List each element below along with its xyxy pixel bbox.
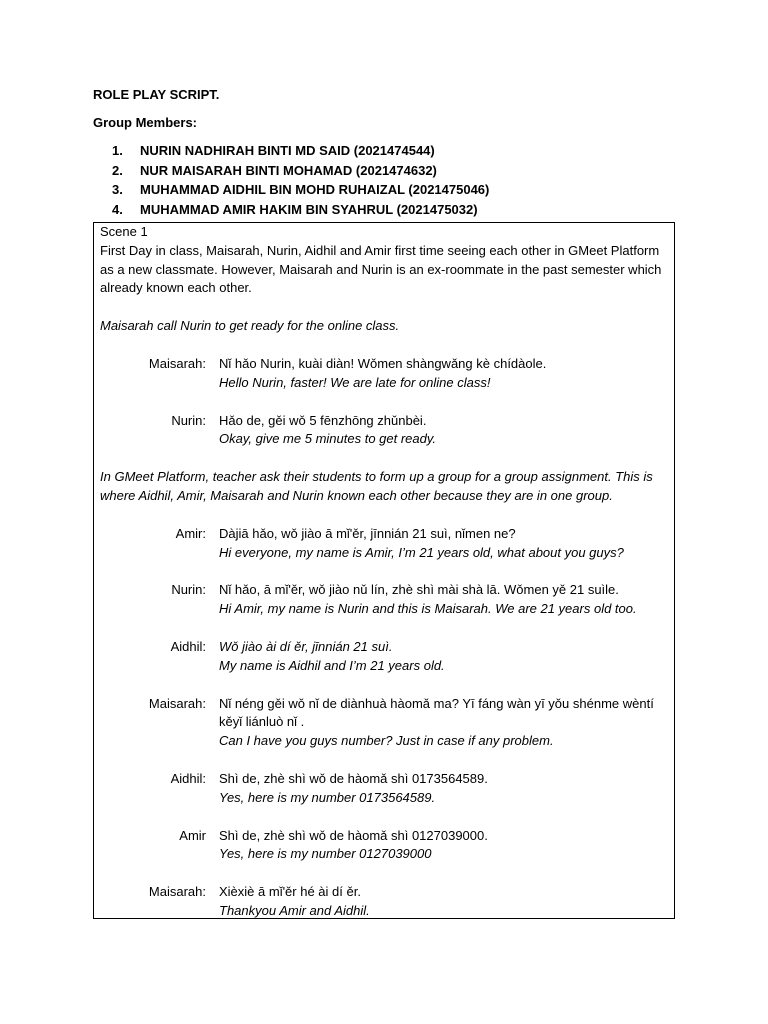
member-number: 3. xyxy=(112,182,123,197)
scene-label: Scene 1 xyxy=(100,224,148,239)
member-name: NUR MAISARAH BINTI MOHAMAD (2021474632) xyxy=(140,162,437,178)
member-item xyxy=(112,180,489,200)
dialogue-translation: Thankyou Amir and Aidhil. xyxy=(219,902,370,918)
members-heading: Group Members: xyxy=(93,115,198,130)
dialogue-line: Dàjiā hǎo, wǒ jiào ā mǐ'ěr, jīnnián 21 suì, nǐmen ne? xyxy=(219,525,516,541)
dialogue-translation: My name is Aidhil and I’m 21 years old. xyxy=(219,657,445,673)
speaker-name: Amir xyxy=(179,827,206,843)
dialogue-block xyxy=(100,827,668,865)
member-item xyxy=(112,141,489,161)
speaker-name: Maisarah: xyxy=(148,884,206,900)
dialogue-line: Nǐ hǎo, ā mǐ'ěr, wǒ jiào nǔ lín, zhè shì mài shà lā. Wǒmen yě 21 suìle. xyxy=(219,582,619,598)
member-item xyxy=(112,161,489,181)
script-box xyxy=(93,222,675,919)
dialogue-block xyxy=(100,355,668,393)
dialogue-line: Xièxiè ā mǐ'ěr hé ài dí ěr. xyxy=(219,884,361,900)
member-name: MUHAMMAD AIDHIL BIN MOHD RUHAIZAL (2021475046) xyxy=(140,182,490,197)
dialogue-block xyxy=(100,770,668,808)
dialogue-line: Shì de, zhè shì wǒ de hàomǎ shì 0127039000. xyxy=(219,827,488,843)
dialogue-translation: Hello Nurin, faster! We are late for online class! xyxy=(219,374,491,390)
dialogue-translation: Hi Amir, my name is Nurin and this is Maisarah. We are 21 years old too. xyxy=(219,601,637,617)
dialogue-block xyxy=(100,581,668,619)
dialogue-translation: Can I have you guys number? Just in case if any problem. xyxy=(219,733,554,749)
member-number: 4. xyxy=(112,201,123,217)
dialogue-block xyxy=(100,638,668,676)
member-name: MUHAMMAD AMIR HAKIM BIN SYAHRUL (2021475032) xyxy=(140,201,478,217)
speaker-name: Maisarah: xyxy=(148,355,206,371)
member-number: 1. xyxy=(112,143,123,158)
dialogue-block xyxy=(100,695,668,751)
speaker-name: Aidhil: xyxy=(170,638,206,654)
dialogue-line: Hǎo de, gěi wǒ 5 fēnzhōng zhǔnbèi. xyxy=(219,412,427,428)
speaker-name: Aidhil: xyxy=(170,770,206,786)
stage-direction: Maisarah call Nurin to get ready for the online class. xyxy=(100,318,400,334)
dialogue-block xyxy=(100,883,668,921)
dialogue-line: Nǐ hǎo Nurin, kuài diàn! Wǒmen shàngwǎng kè chídàole. xyxy=(219,355,547,371)
dialogue-line: Shì de, zhè shì wǒ de hàomǎ shì 0173564589. xyxy=(219,770,488,786)
dialogue-line: Nǐ néng gěi wǒ nǐ de diànhuà hàomǎ ma? Yī fáng wàn yī yǒu shénme wèntí kěyǐ liánluò nǐ . xyxy=(219,695,654,730)
dialogue-translation: Yes, here is my number 0173564589. xyxy=(219,789,436,805)
speaker-name: Maisarah: xyxy=(148,695,206,711)
dialogue-translation: Okay, give me 5 minutes to get ready. xyxy=(219,431,437,447)
members-list xyxy=(112,141,489,219)
stage-direction: In GMeet Platform, teacher ask their students to form up a group for a group assignment. This is where Aidhil, Amir, Maisarah and Nurin known each other because they are in one group. xyxy=(100,469,653,503)
member-name: NURIN NADHIRAH BINTI MD SAID (2021474544) xyxy=(140,143,435,158)
speaker-name: Nurin: xyxy=(171,582,206,598)
member-item xyxy=(112,200,489,220)
dialogue-block xyxy=(100,525,668,563)
speaker-name: Nurin: xyxy=(171,412,206,428)
scene-intro: First Day in class, Maisarah, Nurin, Aidhil and Amir first time seeing each other in GMeet Platform as a new classmate. However, Maisarah and Nurin is an ex-roommate in the past semester which already known each other. xyxy=(100,242,662,296)
member-number: 2. xyxy=(112,162,123,178)
dialogue-block xyxy=(100,412,668,450)
document-title: ROLE PLAY SCRIPT. xyxy=(93,87,220,102)
dialogue-translation: Hi everyone, my name is Amir, I’m 21 years old, what about you guys? xyxy=(219,544,624,560)
dialogue-line: Wǒ jiào ài dí ěr, jīnnián 21 suì. xyxy=(219,638,393,654)
speaker-name: Amir: xyxy=(175,525,206,541)
dialogue-translation: Yes, here is my number 0127039000 xyxy=(219,846,432,862)
